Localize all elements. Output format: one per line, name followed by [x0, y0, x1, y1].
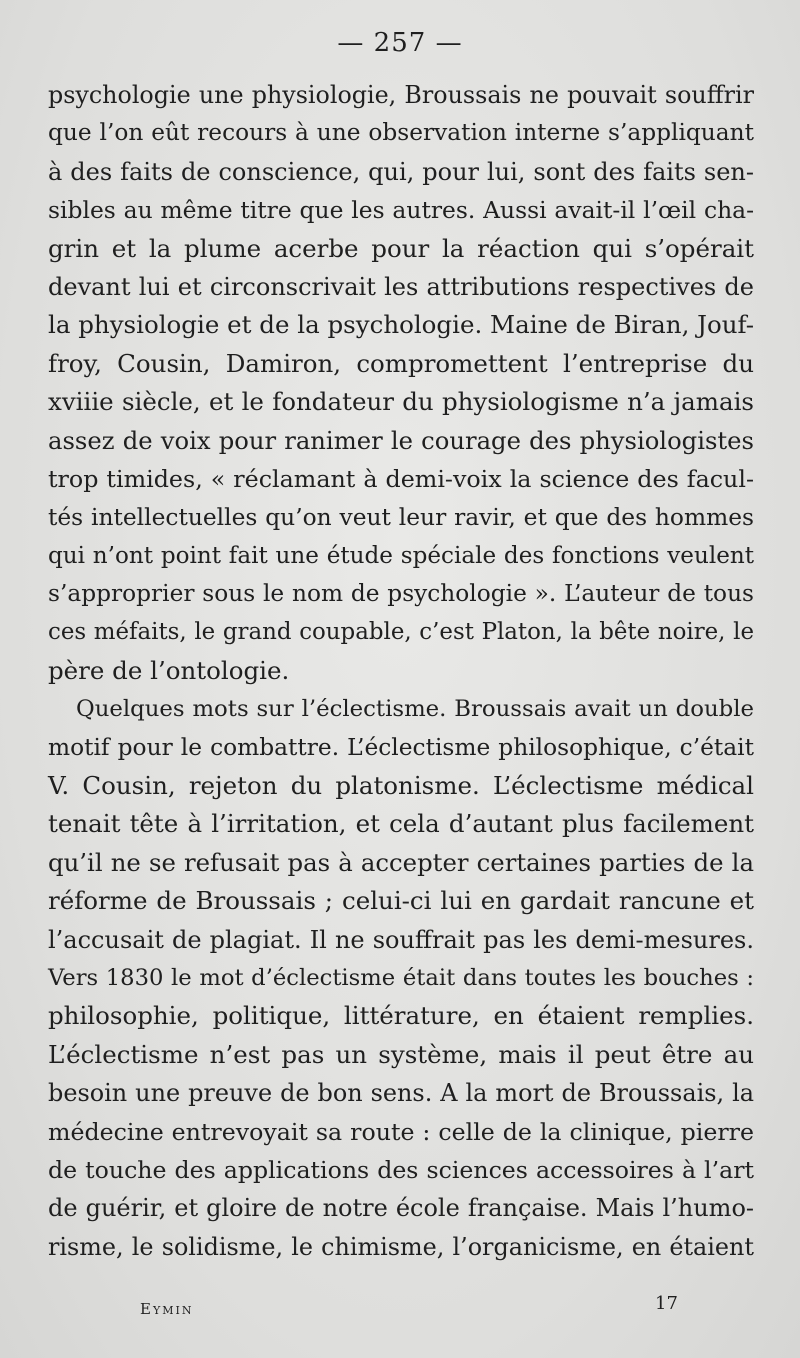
text-line: grin et la plume acerbe pour la réaction qui s’opérait	[48, 233, 754, 263]
text-line: de guérir, et gloire de notre école française. Mais l’humo-	[48, 1194, 754, 1223]
text-line: risme, le solidisme, le chimisme, l’organicisme, en étaient	[48, 1232, 754, 1261]
text-line: xviiie siècle, et le fondateur du physiologisme n’a jamais	[48, 387, 754, 417]
printer-signature: Eymin	[140, 1300, 194, 1318]
body-text	[48, 76, 754, 1266]
text-line: sibles au même titre que les autres. Aussi avait-il l’œil cha-	[48, 196, 754, 225]
text-line: L’éclectisme n’est pas un système, mais il peut être au	[48, 1039, 754, 1069]
text-line: philosophie, politique, littérature, en étaient remplies.	[48, 1001, 754, 1031]
text-line: la physiologie et de la psychologie. Maine de Biran, Jouf-	[48, 310, 754, 340]
text-line: de touche des applications des sciences accessoires à l’art	[48, 1155, 754, 1184]
text-line: que l’on eût recours à une observation interne s’appliquant	[48, 119, 754, 147]
text-line: motif pour le combattre. L’éclectisme philosophique, c’était	[48, 733, 754, 761]
text-line: s’approprier sous le nom de psychologie ». L’auteur de tous	[48, 580, 754, 608]
text-line: psychologie une physiologie, Broussais ne pouvait souffrir	[48, 81, 754, 109]
text-line: Vers 1830 le mot d’éclectisme était dans toutes les bouches :	[48, 964, 754, 991]
text-line: froy, Cousin, Damiron, compromettent l’entreprise du	[48, 348, 754, 378]
text-line: tés intellectuelles qu’on veut leur ravir, et que des hommes	[48, 503, 754, 532]
text-line: médecine entrevoyait sa route : celle de la clinique, pierre	[48, 1117, 754, 1146]
page-number: — 257 —	[337, 28, 463, 58]
text-line: devant lui et circonscrivait les attributions respectives de	[48, 272, 754, 301]
text-line: ces méfaits, le grand coupable, c’est Platon, la bête noire, le	[48, 619, 754, 646]
text-line: tenait tête à l’irritation, et cela d’autant plus facilement	[48, 809, 754, 839]
text-line: besoin une preuve de bon sens. A la mort de Broussais, la	[48, 1079, 754, 1108]
text-line: assez de voix pour ranimer le courage des physiologistes	[48, 425, 754, 455]
sheet-number: 17	[655, 1293, 678, 1314]
text-line: l’accusait de plagiat. Il ne souffrait pas les demi-mesures.	[48, 925, 754, 954]
text-line: qu’il ne se refusait pas à accepter certaines parties de la	[48, 847, 754, 877]
text-line: V. Cousin, rejeton du platonisme. L’éclectisme médical	[48, 771, 754, 801]
paragraph-start-line: Quelques mots sur l’éclectisme. Broussais avait un double	[76, 696, 754, 723]
text-line: réforme de Broussais ; celui-ci lui en gardait rancune et	[48, 886, 754, 916]
text-line: père de l’ontologie.	[48, 655, 290, 685]
text-line: qui n’ont point fait une étude spéciale des fonctions veulent	[48, 542, 754, 569]
text-line: trop timides, « réclamant à demi-voix la science des facul-	[48, 464, 754, 493]
text-line: à des faits de conscience, qui, pour lui, sont des faits sen-	[48, 157, 754, 186]
